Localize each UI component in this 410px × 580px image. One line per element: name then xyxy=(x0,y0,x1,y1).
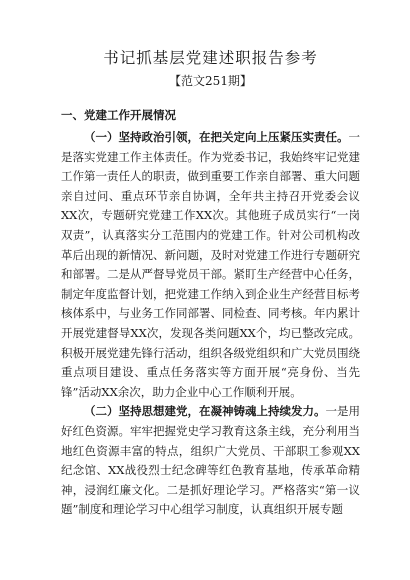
paragraph-1-body: 一是落实党建工作主体责任。作为党委书记，我始终牢记党建工作第一责任人的职责，做到重要工作亲自部署、重大问题亲自过问、重点环节亲自协调，全年共主持召开党委会议XX次，专题研究党建工作XX次。其他班子成员实行“一岗双责”，认真落实分工范围内的党建工作。针对公司机构改革后出现的新情况、新问题，及时对党建工作进行专题研究和部署。二是从严督导党员干部。紧盯生产经营中心任务，制定年度监督计划，把党建工作纳入到企业生产经营目标考核体系中，与业务工作同部署、同检查、同考核。年内累计开展党建督导XX次，发现各类问题XX个，均已整改完成。积极开展党建先锋行活动，组织各级党组织和广大党员围绕重点项目建设、重点任务落实等方面开展“亮身份、当先锋”活动XX余次，助力企业中心工作顺利开展。 xyxy=(61,130,360,399)
paragraph-2-body: 一是用好红色资源。牢牢把握党史学习教育这条主线，充分利用当地红色资源丰富的特点，组织广大党员、干部职工参观XX纪念馆、XX战役烈士纪念碑等红色教育基地，传承革命精神，浸润红廉文化。二是抓好理论学习。严格落实“第一议题”制度和理论学习中心组学习制度，认真组织开展专题 xyxy=(61,404,360,517)
document-title: 书记抓基层党建述职报告参考 xyxy=(103,49,318,67)
section-heading: 一、党建工作开展情况 xyxy=(61,108,176,122)
document-subtitle: 【范文251期】 xyxy=(169,74,252,88)
paragraph-2-lead: （二）坚持思想建党，在凝神铸魂上持续发力。 xyxy=(84,404,326,419)
paragraph-1 xyxy=(61,128,360,402)
paragraph-1-lead: （一）坚持政治引领，在把关定向上压紧压实责任。 xyxy=(84,130,349,144)
paragraph-2 xyxy=(61,402,360,520)
